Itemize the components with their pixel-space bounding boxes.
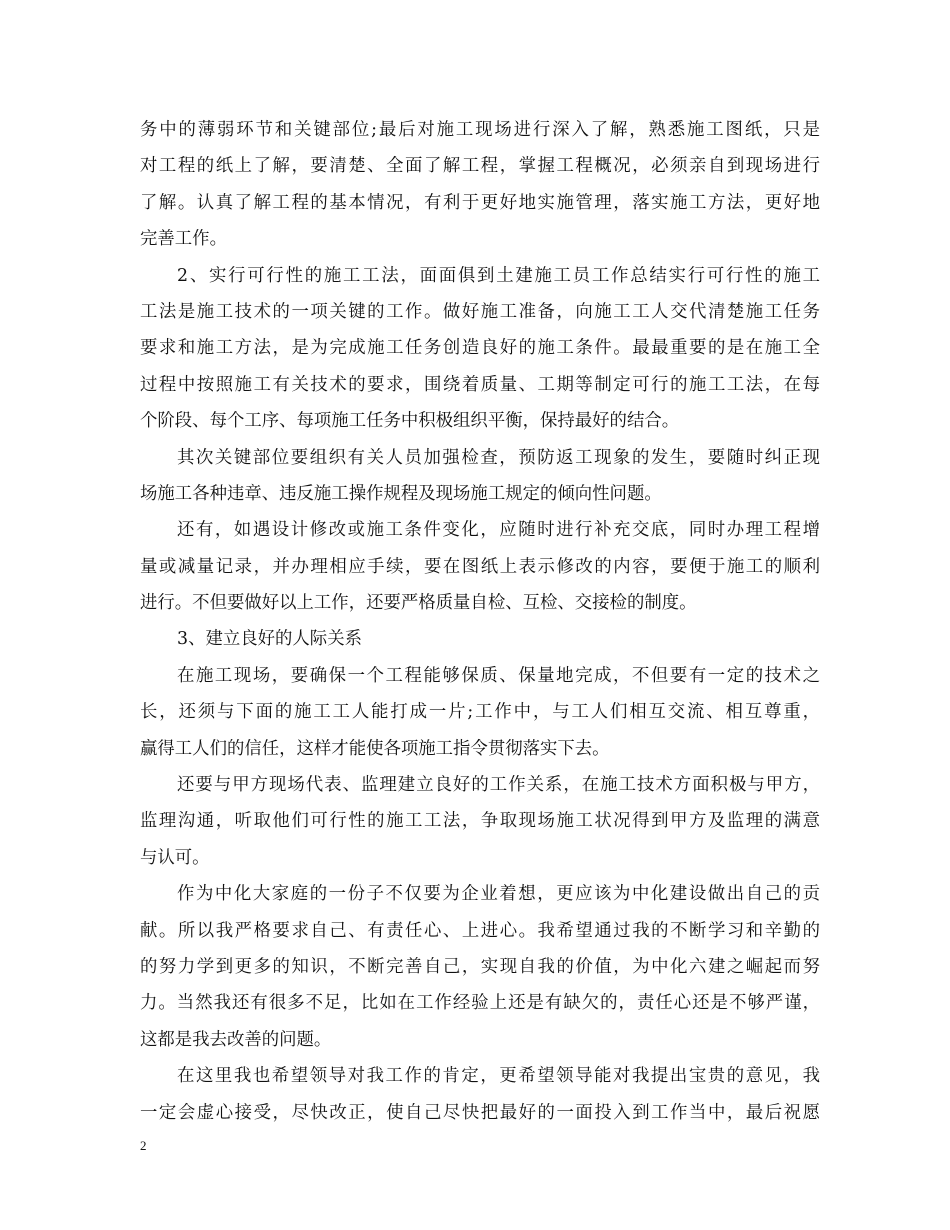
text-line: 了解。认真了解工程的基本情况，有利于更好地实施管理，落实施工方法，更好地 bbox=[140, 192, 820, 213]
text-line: 个阶段、每个工序、每项施工任务中积极组织平衡，保持最好的结合。 bbox=[140, 411, 680, 432]
document-body bbox=[140, 112, 820, 1131]
text-line: 还要与甲方现场代表、监理建立良好的工作关系，在施工技术方面积极与甲方， bbox=[177, 775, 820, 796]
text-line: 力。当然我还有很多不足，比如在工作经验上还是有缺欠的，责任心还是不够严谨， bbox=[140, 993, 820, 1014]
text-line: 这都是我去改善的问题。 bbox=[140, 1029, 332, 1050]
text-line: 作为中化大家庭的一份子不仅要为企业着想，更应该为中化建设做出自己的贡 bbox=[177, 884, 820, 905]
text-line: 长，还须与下面的施工工人能打成一片;工作中，与工人们相互交流、相互尊重， bbox=[140, 702, 820, 723]
text-line: 赢得工人们的信任，这样才能使各项施工指令贯彻落实下去。 bbox=[140, 738, 610, 759]
text-line: 在施工现场，要确保一个工程能够保质、保量地完成，不但要有一定的技术之 bbox=[177, 665, 820, 686]
text-line: 对工程的纸上了解，要清楚、全面了解工程，掌握工程概况，必须亲自到现场进行 bbox=[140, 156, 820, 177]
text-line: 务中的薄弱环节和关键部位;最后对施工现场进行深入了解，熟悉施工图纸，只是 bbox=[140, 120, 820, 140]
text-line: 其次关键部位要组织有关人员加强检查，预防返工现象的发生，要随时纠正现 bbox=[177, 447, 820, 468]
text-line: 一定会虚心接受，尽快改正，使自己尽快把最好的一面投入到工作当中，最后祝愿 bbox=[140, 1102, 820, 1123]
text-line: 完善工作。 bbox=[140, 229, 227, 250]
text-line: 场施工各种违章、违反施工操作规程及现场施工规定的倾向性问题。 bbox=[140, 483, 662, 504]
page-number: 2 bbox=[140, 1138, 147, 1153]
text-line: 在这里我也希望领导对我工作的肯定，更希望领导能对我提出宝贵的意见，我 bbox=[177, 1066, 820, 1087]
text-line: 2、实行可行性的施工工法，面面俱到土建施工员工作总结实行可行性的施工 bbox=[177, 265, 820, 286]
text-line: 还有，如遇设计修改或施工条件变化，应随时进行补充交底，同时办理工程增 bbox=[177, 520, 820, 541]
text-line: 要求和施工方法，是为完成施工任务创造良好的施工条件。最最重要的是在施工全 bbox=[140, 338, 820, 359]
text-line: 3、建立良好的人际关系 bbox=[177, 629, 362, 650]
text-line: 进行。不但要做好以上工作，还要严格质量自检、互检、交接检的制度。 bbox=[140, 593, 697, 614]
text-line: 过程中按照施工有关技术的要求，围绕着质量、工期等制定可行的施工工法，在每 bbox=[140, 374, 820, 395]
text-line: 监理沟通，听取他们可行性的施工工法，争取现场施工状况得到甲方及监理的满意 bbox=[140, 811, 820, 832]
text-line: 与认可。 bbox=[140, 847, 210, 868]
text-line: 量或减量记录，并办理相应手续，要在图纸上表示修改的内容，要便于施工的顺利 bbox=[140, 556, 820, 577]
text-line: 工法是施工技术的一项关键的工作。做好施工准备，向施工工人交代清楚施工任务 bbox=[140, 301, 820, 322]
text-line: 献。所以我严格要求自己、有责任心、上进心。我希望通过我的不断学习和辛勤的 bbox=[140, 920, 820, 941]
text-line: 的努力学到更多的知识，不断完善自己，实现自我的价值，为中化六建之崛起而努 bbox=[140, 956, 820, 977]
